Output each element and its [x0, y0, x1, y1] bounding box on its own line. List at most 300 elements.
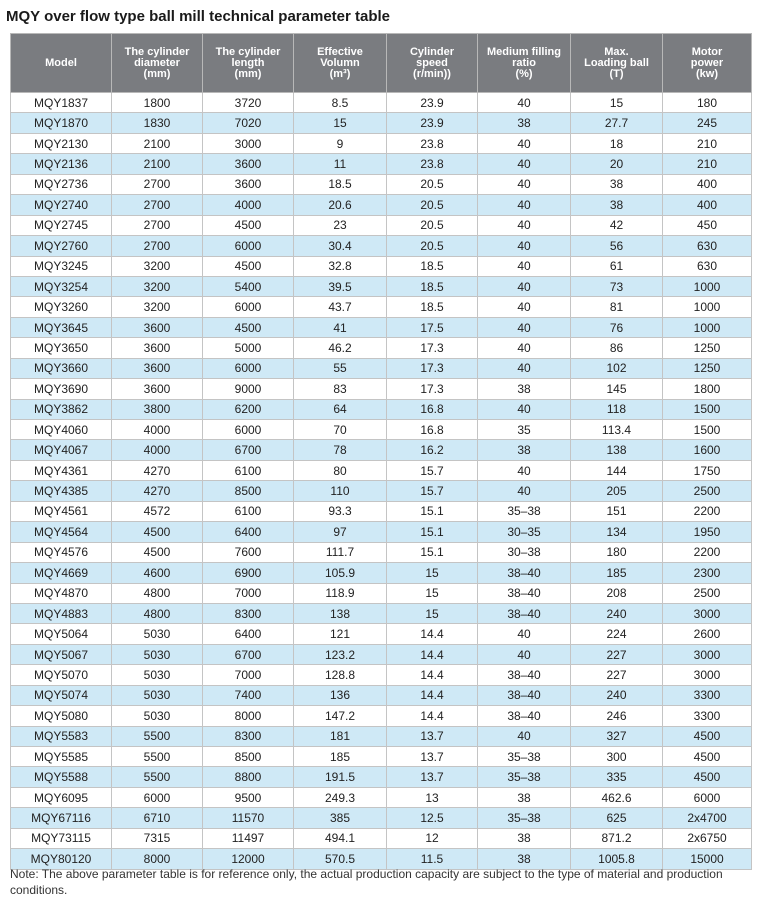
cell-motor-power: 4500	[663, 747, 752, 767]
cell-cylinder-diameter: 6710	[112, 808, 203, 828]
cell-effective-volume: 138	[294, 603, 387, 623]
cell-model: MQY5074	[11, 685, 112, 705]
cell-cylinder-length: 4500	[203, 215, 294, 235]
cell-effective-volume: 105.9	[294, 563, 387, 583]
cell-model: MQY5067	[11, 644, 112, 664]
cell-model: MQY2136	[11, 154, 112, 174]
cell-medium-filling-ratio: 35–38	[478, 501, 571, 521]
cell-cylinder-length: 6900	[203, 563, 294, 583]
page-title: MQY over flow type ball mill technical parameter table	[6, 8, 391, 25]
cell-effective-volume: 118.9	[294, 583, 387, 603]
cell-medium-filling-ratio: 38	[478, 440, 571, 460]
cell-cylinder-length: 8300	[203, 726, 294, 746]
cell-cylinder-diameter: 4000	[112, 420, 203, 440]
cell-effective-volume: 147.2	[294, 706, 387, 726]
cell-motor-power: 2x6750	[663, 828, 752, 848]
cell-medium-filling-ratio: 38–40	[478, 583, 571, 603]
cell-cylinder-speed: 17.5	[387, 317, 478, 337]
table-row	[11, 665, 752, 685]
table-row	[11, 276, 752, 296]
cell-effective-volume: 111.7	[294, 542, 387, 562]
cell-cylinder-speed: 14.4	[387, 624, 478, 644]
column-header-effective-volume	[294, 34, 387, 93]
cell-model: MQY2760	[11, 236, 112, 256]
column-header-medium-filling-ratio	[478, 34, 571, 93]
cell-medium-filling-ratio: 40	[478, 276, 571, 296]
cell-max-loading-ball: 462.6	[571, 787, 663, 807]
cell-model: MQY1837	[11, 93, 112, 113]
cell-medium-filling-ratio: 40	[478, 358, 571, 378]
cell-max-loading-ball: 15	[571, 93, 663, 113]
cell-effective-volume: 97	[294, 522, 387, 542]
cell-cylinder-speed: 15.1	[387, 501, 478, 521]
column-header-line: The cylinder	[124, 45, 190, 58]
cell-medium-filling-ratio: 38–40	[478, 563, 571, 583]
cell-effective-volume: 570.5	[294, 849, 387, 869]
cell-max-loading-ball: 118	[571, 399, 663, 419]
table-row	[11, 603, 752, 623]
cell-effective-volume: 41	[294, 317, 387, 337]
cell-cylinder-speed: 23.8	[387, 154, 478, 174]
cell-cylinder-length: 6000	[203, 236, 294, 256]
cell-effective-volume: 121	[294, 624, 387, 644]
cell-cylinder-length: 5000	[203, 338, 294, 358]
cell-cylinder-length: 8000	[203, 706, 294, 726]
cell-cylinder-length: 4000	[203, 195, 294, 215]
cell-model: MQY3645	[11, 317, 112, 337]
table-row	[11, 379, 752, 399]
cell-cylinder-diameter: 3600	[112, 358, 203, 378]
table-row	[11, 338, 752, 358]
cell-max-loading-ball: 240	[571, 685, 663, 705]
cell-medium-filling-ratio: 38	[478, 849, 571, 869]
table-row	[11, 93, 752, 113]
cell-effective-volume: 110	[294, 481, 387, 501]
cell-motor-power: 630	[663, 256, 752, 276]
cell-max-loading-ball: 224	[571, 624, 663, 644]
cell-cylinder-length: 7400	[203, 685, 294, 705]
column-header-line: Medium filling	[487, 45, 561, 58]
cell-model: MQY3245	[11, 256, 112, 276]
cell-cylinder-speed: 15.7	[387, 481, 478, 501]
cell-cylinder-length: 3600	[203, 174, 294, 194]
cell-cylinder-length: 6200	[203, 399, 294, 419]
cell-model: MQY3690	[11, 379, 112, 399]
cell-cylinder-speed: 15.1	[387, 542, 478, 562]
cell-cylinder-length: 6400	[203, 522, 294, 542]
cell-medium-filling-ratio: 40	[478, 195, 571, 215]
column-header-line: Volumn	[320, 56, 360, 69]
column-header-line: (kw)	[696, 67, 718, 80]
cell-cylinder-diameter: 3200	[112, 297, 203, 317]
table-body	[11, 93, 752, 870]
cell-cylinder-length: 6700	[203, 440, 294, 460]
cell-medium-filling-ratio: 38–40	[478, 685, 571, 705]
cell-effective-volume: 23	[294, 215, 387, 235]
cell-cylinder-length: 3000	[203, 133, 294, 153]
table-row	[11, 481, 752, 501]
cell-effective-volume: 46.2	[294, 338, 387, 358]
cell-cylinder-length: 11570	[203, 808, 294, 828]
cell-cylinder-speed: 15	[387, 583, 478, 603]
cell-cylinder-diameter: 5030	[112, 665, 203, 685]
cell-medium-filling-ratio: 30–38	[478, 542, 571, 562]
cell-motor-power: 1800	[663, 379, 752, 399]
cell-model: MQY67116	[11, 808, 112, 828]
column-header-line: power	[690, 56, 724, 69]
column-header-line: length	[231, 56, 265, 69]
cell-max-loading-ball: 208	[571, 583, 663, 603]
cell-cylinder-speed: 16.2	[387, 440, 478, 460]
table-row	[11, 236, 752, 256]
cell-max-loading-ball: 180	[571, 542, 663, 562]
cell-model: MQY2736	[11, 174, 112, 194]
cell-motor-power: 400	[663, 195, 752, 215]
table-row	[11, 440, 752, 460]
cell-motor-power: 1250	[663, 358, 752, 378]
cell-cylinder-speed: 17.3	[387, 358, 478, 378]
cell-cylinder-diameter: 4800	[112, 603, 203, 623]
cell-model: MQY4669	[11, 563, 112, 583]
cell-motor-power: 6000	[663, 787, 752, 807]
cell-cylinder-length: 4500	[203, 317, 294, 337]
cell-cylinder-length: 4500	[203, 256, 294, 276]
cell-motor-power: 245	[663, 113, 752, 133]
cell-cylinder-speed: 15	[387, 563, 478, 583]
cell-motor-power: 4500	[663, 767, 752, 787]
cell-max-loading-ball: 335	[571, 767, 663, 787]
cell-cylinder-length: 7600	[203, 542, 294, 562]
cell-model: MQY73115	[11, 828, 112, 848]
cell-max-loading-ball: 227	[571, 644, 663, 664]
cell-max-loading-ball: 56	[571, 236, 663, 256]
cell-cylinder-diameter: 4000	[112, 440, 203, 460]
cell-cylinder-speed: 15.1	[387, 522, 478, 542]
table-row	[11, 399, 752, 419]
cell-max-loading-ball: 134	[571, 522, 663, 542]
table-row	[11, 133, 752, 153]
cell-motor-power: 1750	[663, 460, 752, 480]
cell-motor-power: 630	[663, 236, 752, 256]
cell-max-loading-ball: 144	[571, 460, 663, 480]
cell-medium-filling-ratio: 40	[478, 93, 571, 113]
cell-medium-filling-ratio: 40	[478, 297, 571, 317]
cell-motor-power: 1500	[663, 399, 752, 419]
cell-effective-volume: 123.2	[294, 644, 387, 664]
cell-cylinder-diameter: 4500	[112, 542, 203, 562]
cell-effective-volume: 15	[294, 113, 387, 133]
cell-model: MQY4067	[11, 440, 112, 460]
column-header-line: The cylinder	[215, 45, 281, 58]
column-header-line: ratio	[512, 56, 536, 69]
cell-cylinder-diameter: 2700	[112, 215, 203, 235]
cell-motor-power: 2500	[663, 583, 752, 603]
cell-cylinder-diameter: 7315	[112, 828, 203, 848]
column-header-line: (m³)	[329, 67, 351, 80]
cell-model: MQY4564	[11, 522, 112, 542]
table-row	[11, 767, 752, 787]
cell-motor-power: 400	[663, 174, 752, 194]
cell-max-loading-ball: 86	[571, 338, 663, 358]
cell-cylinder-speed: 18.5	[387, 256, 478, 276]
table-row	[11, 828, 752, 848]
column-header-line: (T)	[609, 67, 624, 80]
cell-max-loading-ball: 138	[571, 440, 663, 460]
cell-model: MQY3862	[11, 399, 112, 419]
cell-motor-power: 3000	[663, 603, 752, 623]
cell-medium-filling-ratio: 35–38	[478, 808, 571, 828]
cell-model: MQY5585	[11, 747, 112, 767]
table-row	[11, 113, 752, 133]
cell-motor-power: 2500	[663, 481, 752, 501]
table-row	[11, 420, 752, 440]
cell-motor-power: 1000	[663, 276, 752, 296]
cell-max-loading-ball: 27.7	[571, 113, 663, 133]
cell-cylinder-speed: 15.7	[387, 460, 478, 480]
cell-cylinder-diameter: 8000	[112, 849, 203, 869]
cell-cylinder-speed: 18.5	[387, 276, 478, 296]
column-header-line: speed	[416, 56, 448, 69]
table-row	[11, 215, 752, 235]
cell-motor-power: 180	[663, 93, 752, 113]
column-header-line: (mm)	[234, 67, 262, 80]
cell-max-loading-ball: 227	[571, 665, 663, 685]
cell-model: MQY2740	[11, 195, 112, 215]
cell-medium-filling-ratio: 40	[478, 481, 571, 501]
cell-effective-volume: 32.8	[294, 256, 387, 276]
cell-medium-filling-ratio: 38	[478, 113, 571, 133]
cell-effective-volume: 18.5	[294, 174, 387, 194]
cell-cylinder-diameter: 4270	[112, 481, 203, 501]
column-header-model	[11, 34, 112, 93]
column-header-line: Cylinder	[409, 45, 454, 58]
cell-motor-power: 450	[663, 215, 752, 235]
cell-cylinder-diameter: 5030	[112, 624, 203, 644]
cell-motor-power: 3300	[663, 706, 752, 726]
cell-max-loading-ball: 38	[571, 174, 663, 194]
cell-medium-filling-ratio: 38–40	[478, 706, 571, 726]
cell-motor-power: 4500	[663, 726, 752, 746]
cell-model: MQY5064	[11, 624, 112, 644]
cell-model: MQY4870	[11, 583, 112, 603]
cell-cylinder-diameter: 5500	[112, 767, 203, 787]
cell-medium-filling-ratio: 40	[478, 726, 571, 746]
table-row	[11, 460, 752, 480]
cell-medium-filling-ratio: 38	[478, 828, 571, 848]
cell-cylinder-speed: 17.3	[387, 379, 478, 399]
cell-cylinder-length: 6000	[203, 297, 294, 317]
cell-cylinder-diameter: 4572	[112, 501, 203, 521]
cell-medium-filling-ratio: 35	[478, 420, 571, 440]
column-header-line: Effective	[317, 45, 363, 58]
cell-cylinder-diameter: 4500	[112, 522, 203, 542]
cell-motor-power: 1250	[663, 338, 752, 358]
table-row	[11, 501, 752, 521]
cell-cylinder-diameter: 3800	[112, 399, 203, 419]
cell-cylinder-length: 6000	[203, 358, 294, 378]
column-header-cylinder-diameter	[112, 34, 203, 93]
cell-max-loading-ball: 20	[571, 154, 663, 174]
cell-cylinder-diameter: 5500	[112, 726, 203, 746]
cell-max-loading-ball: 185	[571, 563, 663, 583]
cell-motor-power: 1950	[663, 522, 752, 542]
cell-motor-power: 2200	[663, 542, 752, 562]
cell-medium-filling-ratio: 35–38	[478, 747, 571, 767]
cell-effective-volume: 39.5	[294, 276, 387, 296]
cell-cylinder-speed: 14.4	[387, 644, 478, 664]
cell-effective-volume: 43.7	[294, 297, 387, 317]
table-row	[11, 644, 752, 664]
cell-max-loading-ball: 81	[571, 297, 663, 317]
cell-cylinder-diameter: 3600	[112, 379, 203, 399]
cell-effective-volume: 55	[294, 358, 387, 378]
cell-cylinder-diameter: 1800	[112, 93, 203, 113]
table-row	[11, 542, 752, 562]
table-row	[11, 706, 752, 726]
cell-motor-power: 3000	[663, 665, 752, 685]
cell-motor-power: 15000	[663, 849, 752, 869]
cell-effective-volume: 185	[294, 747, 387, 767]
column-header-cylinder-length	[203, 34, 294, 93]
cell-cylinder-diameter: 5030	[112, 685, 203, 705]
cell-cylinder-diameter: 2700	[112, 195, 203, 215]
cell-cylinder-length: 9500	[203, 787, 294, 807]
cell-cylinder-length: 6100	[203, 460, 294, 480]
cell-cylinder-speed: 20.5	[387, 215, 478, 235]
cell-cylinder-length: 8300	[203, 603, 294, 623]
cell-cylinder-speed: 15	[387, 603, 478, 623]
table-row	[11, 726, 752, 746]
cell-cylinder-speed: 23.9	[387, 113, 478, 133]
cell-max-loading-ball: 151	[571, 501, 663, 521]
cell-cylinder-speed: 18.5	[387, 297, 478, 317]
cell-cylinder-speed: 17.3	[387, 338, 478, 358]
cell-medium-filling-ratio: 40	[478, 236, 571, 256]
cell-cylinder-length: 6400	[203, 624, 294, 644]
table-row	[11, 522, 752, 542]
cell-effective-volume: 181	[294, 726, 387, 746]
cell-max-loading-ball: 246	[571, 706, 663, 726]
cell-cylinder-speed: 23.9	[387, 93, 478, 113]
cell-effective-volume: 93.3	[294, 501, 387, 521]
column-header-line: (mm)	[143, 67, 171, 80]
cell-cylinder-length: 6000	[203, 420, 294, 440]
cell-cylinder-diameter: 4270	[112, 460, 203, 480]
cell-cylinder-diameter: 4600	[112, 563, 203, 583]
cell-medium-filling-ratio: 40	[478, 460, 571, 480]
cell-medium-filling-ratio: 40	[478, 317, 571, 337]
cell-motor-power: 1500	[663, 420, 752, 440]
cell-cylinder-length: 8800	[203, 767, 294, 787]
cell-cylinder-speed: 20.5	[387, 236, 478, 256]
cell-medium-filling-ratio: 38–40	[478, 665, 571, 685]
cell-cylinder-speed: 16.8	[387, 420, 478, 440]
table-row	[11, 787, 752, 807]
cell-model: MQY4561	[11, 501, 112, 521]
cell-medium-filling-ratio: 40	[478, 174, 571, 194]
cell-model: MQY6095	[11, 787, 112, 807]
cell-model: MQY4883	[11, 603, 112, 623]
cell-cylinder-diameter: 2700	[112, 236, 203, 256]
parameter-table	[10, 33, 752, 870]
table-row	[11, 195, 752, 215]
cell-effective-volume: 30.4	[294, 236, 387, 256]
cell-max-loading-ball: 871.2	[571, 828, 663, 848]
cell-max-loading-ball: 38	[571, 195, 663, 215]
table-row	[11, 685, 752, 705]
column-header-line: Loading ball	[584, 56, 649, 69]
cell-max-loading-ball: 61	[571, 256, 663, 276]
cell-model: MQY3254	[11, 276, 112, 296]
cell-effective-volume: 9	[294, 133, 387, 153]
column-header-line: Model	[45, 56, 77, 69]
cell-cylinder-speed: 12	[387, 828, 478, 848]
cell-cylinder-speed: 13.7	[387, 747, 478, 767]
cell-cylinder-diameter: 2700	[112, 174, 203, 194]
cell-cylinder-length: 5400	[203, 276, 294, 296]
cell-cylinder-length: 3720	[203, 93, 294, 113]
cell-model: MQY4361	[11, 460, 112, 480]
table-row	[11, 747, 752, 767]
table-row	[11, 297, 752, 317]
cell-medium-filling-ratio: 35–38	[478, 767, 571, 787]
cell-cylinder-diameter: 5030	[112, 644, 203, 664]
cell-max-loading-ball: 145	[571, 379, 663, 399]
cell-cylinder-length: 11497	[203, 828, 294, 848]
cell-medium-filling-ratio: 40	[478, 624, 571, 644]
cell-motor-power: 210	[663, 154, 752, 174]
cell-cylinder-speed: 20.5	[387, 174, 478, 194]
cell-cylinder-diameter: 5500	[112, 747, 203, 767]
cell-model: MQY3650	[11, 338, 112, 358]
cell-motor-power: 1000	[663, 317, 752, 337]
cell-max-loading-ball: 300	[571, 747, 663, 767]
cell-max-loading-ball: 1005.8	[571, 849, 663, 869]
cell-effective-volume: 128.8	[294, 665, 387, 685]
cell-max-loading-ball: 102	[571, 358, 663, 378]
cell-max-loading-ball: 76	[571, 317, 663, 337]
table-row	[11, 563, 752, 583]
cell-cylinder-length: 7000	[203, 665, 294, 685]
cell-effective-volume: 11	[294, 154, 387, 174]
table-row	[11, 174, 752, 194]
cell-model: MQY5070	[11, 665, 112, 685]
cell-cylinder-diameter: 4800	[112, 583, 203, 603]
cell-effective-volume: 136	[294, 685, 387, 705]
cell-max-loading-ball: 327	[571, 726, 663, 746]
cell-cylinder-length: 3600	[203, 154, 294, 174]
cell-cylinder-diameter: 3600	[112, 338, 203, 358]
cell-model: MQY1870	[11, 113, 112, 133]
cell-cylinder-speed: 13.7	[387, 726, 478, 746]
cell-medium-filling-ratio: 40	[478, 256, 571, 276]
cell-effective-volume: 20.6	[294, 195, 387, 215]
cell-cylinder-length: 12000	[203, 849, 294, 869]
header-row	[11, 34, 752, 93]
cell-medium-filling-ratio: 40	[478, 644, 571, 664]
cell-motor-power: 210	[663, 133, 752, 153]
cell-model: MQY4576	[11, 542, 112, 562]
table-row	[11, 624, 752, 644]
cell-cylinder-speed: 13.7	[387, 767, 478, 787]
cell-cylinder-speed: 23.8	[387, 133, 478, 153]
cell-cylinder-length: 8500	[203, 747, 294, 767]
cell-cylinder-diameter: 3200	[112, 276, 203, 296]
cell-model: MQY5583	[11, 726, 112, 746]
cell-model: MQY2745	[11, 215, 112, 235]
cell-cylinder-length: 7000	[203, 583, 294, 603]
cell-effective-volume: 70	[294, 420, 387, 440]
